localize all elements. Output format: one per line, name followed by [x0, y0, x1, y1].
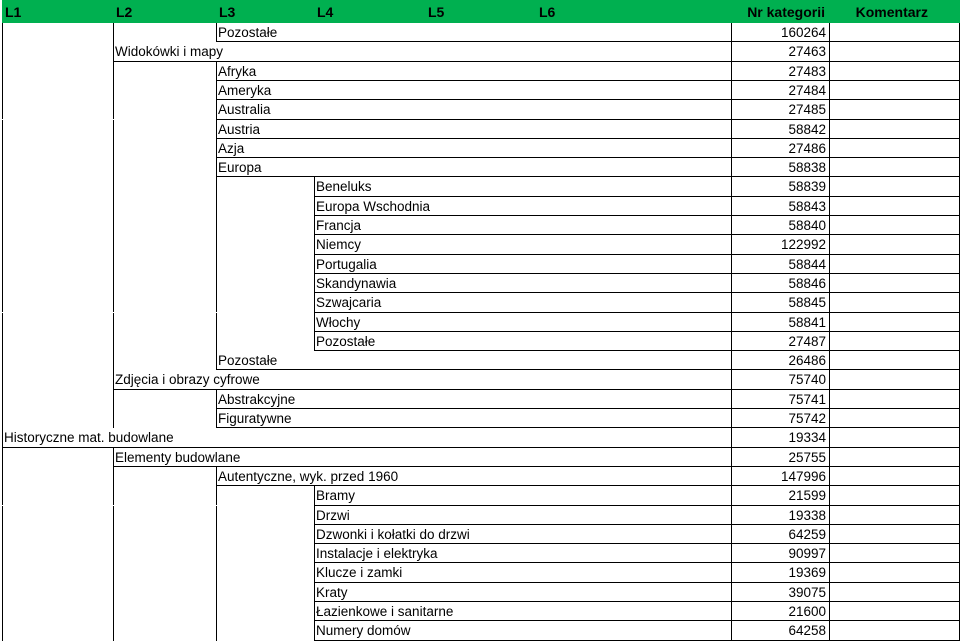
category-number: 75740: [788, 372, 826, 388]
column-border: [731, 313, 732, 332]
column-border: [113, 563, 114, 582]
column-border: [113, 23, 114, 42]
category-number: 21599: [788, 488, 826, 504]
column-border: [731, 351, 732, 370]
column-border: [2, 506, 3, 525]
column-border: [731, 332, 732, 351]
column-border: [314, 525, 315, 544]
column-border: [2, 544, 3, 563]
category-number: 27484: [788, 82, 826, 98]
column-border: [2, 621, 3, 640]
column-border: [113, 177, 114, 196]
column-border: [113, 409, 114, 428]
column-border: [2, 583, 3, 602]
column-border: [314, 583, 315, 602]
column-border: [731, 544, 732, 563]
column-border: [731, 428, 732, 447]
column-border: [113, 81, 114, 100]
column-border: [113, 467, 114, 486]
category-number: 58840: [788, 218, 826, 233]
column-border: [216, 158, 217, 177]
column-border: [113, 293, 114, 312]
column-border: [731, 583, 732, 602]
column-border: [829, 428, 830, 447]
column-border: [216, 313, 217, 332]
column-border: [731, 525, 732, 544]
category-number: 27463: [788, 44, 826, 60]
column-border: [731, 467, 732, 486]
column-border: [829, 158, 830, 177]
category-label: Historyczne mat. budowlane: [4, 430, 174, 446]
category-label: Ameryka: [218, 82, 272, 98]
column-border: [314, 255, 315, 274]
column-border: [314, 177, 315, 196]
column-border: [216, 621, 217, 640]
category-label: Łazienkowe i sanitarne: [316, 604, 454, 619]
column-border: [2, 81, 3, 100]
category-number: 58843: [788, 198, 826, 214]
column-border: [829, 139, 830, 158]
column-border: [2, 351, 3, 370]
category-number: 160264: [780, 25, 826, 40]
category-label: Numery domów: [316, 623, 411, 639]
category-number: 75741: [788, 391, 826, 407]
column-border: [731, 293, 732, 312]
column-border: [113, 351, 114, 370]
column-border: [829, 583, 830, 602]
header-row: [2, 0, 960, 23]
category-label: Figuratywne: [218, 411, 292, 426]
column-border: [829, 409, 830, 428]
column-border: [2, 177, 3, 196]
column-border: [829, 602, 830, 621]
category-number: 27487: [788, 333, 826, 349]
column-border: [829, 216, 830, 235]
column-border: [113, 62, 114, 81]
column-border: [216, 120, 217, 139]
column-border: [731, 370, 732, 389]
category-label: Instalacje i elektryka: [316, 546, 438, 562]
header-komentarz: Komentarz: [855, 4, 928, 20]
column-border: [829, 197, 830, 216]
category-label: Pozostałe: [316, 333, 376, 349]
category-label: Klucze i zamki: [316, 565, 403, 581]
column-border: [829, 351, 830, 370]
category-label: Dzwonki i kołatki do drzwi: [316, 526, 470, 542]
header-l4: L4: [317, 4, 334, 20]
column-border: [2, 100, 3, 119]
column-border: [113, 216, 114, 235]
column-border: [829, 23, 830, 42]
column-border: [216, 351, 217, 370]
category-number: 58844: [788, 256, 826, 272]
row-border: [216, 119, 960, 120]
column-border: [216, 486, 217, 505]
column-border: [829, 177, 830, 196]
column-border: [314, 563, 315, 582]
column-border: [113, 602, 114, 621]
column-border: [216, 23, 217, 42]
column-border: [829, 332, 830, 351]
row-border: [314, 620, 960, 621]
column-border: [2, 525, 3, 544]
category-number: 19334: [788, 430, 826, 446]
column-border: [731, 81, 732, 100]
column-border: [113, 197, 114, 216]
category-label: Europa: [218, 160, 262, 176]
category-number: 27486: [788, 140, 826, 156]
category-number: 27485: [788, 102, 826, 118]
column-border: [731, 486, 732, 505]
column-border: [2, 42, 3, 61]
category-label: Europa Wschodnia: [316, 198, 431, 214]
column-border: [113, 274, 114, 293]
category-label: Azja: [218, 140, 245, 156]
category-label: Kraty: [316, 584, 348, 600]
row-border: [216, 157, 960, 158]
column-border: [731, 100, 732, 119]
column-border: [216, 62, 217, 81]
category-label: Bramy: [316, 488, 356, 504]
category-label: Włochy: [316, 314, 361, 330]
column-border: [314, 274, 315, 293]
column-border: [216, 506, 217, 525]
column-border: [731, 274, 732, 293]
row-border: [314, 505, 960, 506]
column-border: [829, 120, 830, 139]
category-number: 58845: [788, 295, 826, 311]
column-border: [2, 197, 3, 216]
category-label: Portugalia: [316, 256, 377, 272]
category-label: Austria: [218, 121, 261, 137]
column-border: [2, 332, 3, 351]
category-number: 90997: [788, 546, 826, 562]
column-border: [113, 313, 114, 332]
column-border: [314, 621, 315, 640]
column-border: [2, 428, 3, 447]
column-border: [216, 81, 217, 100]
column-border: [829, 486, 830, 505]
category-number: 58839: [788, 179, 826, 195]
column-border: [829, 255, 830, 274]
category-number: 58846: [788, 275, 826, 291]
column-border: [829, 313, 830, 332]
column-border: [314, 506, 315, 525]
row-border: [314, 215, 960, 216]
column-border: [2, 390, 3, 409]
column-border: [314, 293, 315, 312]
row-border: [216, 99, 960, 100]
category-number: 27483: [788, 63, 826, 79]
column-border: [113, 544, 114, 563]
column-border: [829, 621, 830, 640]
row-border: [314, 292, 960, 293]
column-border: [2, 235, 3, 254]
column-border: [2, 23, 3, 42]
category-label: Niemcy: [316, 237, 362, 253]
column-border: [731, 602, 732, 621]
column-border: [314, 197, 315, 216]
column-border: [216, 525, 217, 544]
category-label: Beneluks: [316, 179, 372, 195]
column-border: [2, 120, 3, 139]
column-border: [731, 120, 732, 139]
header-l5: L5: [428, 4, 445, 20]
column-border: [216, 216, 217, 235]
column-border: [731, 621, 732, 640]
column-border: [829, 42, 830, 61]
header-nr-kategorii: Nr kategorii: [747, 4, 825, 20]
column-border: [829, 370, 830, 389]
category-number: 25755: [788, 449, 826, 465]
column-border: [113, 506, 114, 525]
column-border: [216, 177, 217, 196]
category-number: 75742: [788, 411, 826, 426]
category-label: Pozostałe: [218, 353, 278, 369]
column-border: [731, 506, 732, 525]
column-border: [731, 139, 732, 158]
column-border: [829, 62, 830, 81]
column-border: [113, 621, 114, 640]
category-label: Widokówki i mapy: [115, 44, 224, 60]
category-number: 19369: [788, 565, 826, 581]
column-border: [829, 235, 830, 254]
category-number: 122992: [780, 237, 826, 253]
column-border: [314, 486, 315, 505]
column-border: [216, 235, 217, 254]
column-border: [314, 332, 315, 351]
category-number: 21600: [788, 604, 826, 619]
column-border: [2, 313, 3, 332]
column-border: [2, 448, 3, 467]
column-border: [314, 544, 315, 563]
category-number: 64258: [788, 623, 826, 639]
column-border: [113, 583, 114, 602]
column-border: [113, 158, 114, 177]
header-l6: L6: [539, 4, 556, 20]
column-border: [829, 274, 830, 293]
column-border: [731, 23, 732, 42]
column-border: [216, 100, 217, 119]
column-border: [829, 81, 830, 100]
column-border: [829, 525, 830, 544]
row-border: [216, 369, 960, 370]
column-border: [314, 602, 315, 621]
category-number: 58842: [788, 121, 826, 137]
row-border: [216, 427, 960, 428]
category-label: Drzwi: [316, 507, 350, 523]
column-border: [216, 409, 217, 428]
column-border: [113, 448, 114, 467]
row-border: [216, 138, 960, 139]
row-border: [314, 234, 960, 235]
column-border: [731, 563, 732, 582]
column-border: [216, 293, 217, 312]
category-number: 58838: [788, 160, 826, 176]
row-border: [314, 582, 960, 583]
column-border: [731, 235, 732, 254]
column-border: [2, 409, 3, 428]
header-l2: L2: [116, 4, 133, 20]
column-border: [731, 216, 732, 235]
column-border: [216, 255, 217, 274]
row-border: [314, 273, 960, 274]
column-border: [2, 486, 3, 505]
column-border: [829, 544, 830, 563]
category-label: Francja: [316, 218, 362, 233]
category-label: Autentyczne, wyk. przed 1960: [218, 468, 399, 484]
category-number: 64259: [788, 526, 826, 542]
category-number: 19338: [788, 507, 826, 523]
header-l3: L3: [219, 4, 236, 20]
column-border: [113, 370, 114, 389]
column-border: [2, 139, 3, 158]
category-number: 39075: [788, 584, 826, 600]
category-label: Pozostałe: [218, 25, 278, 40]
column-border: [731, 177, 732, 196]
column-border: [731, 390, 732, 409]
column-border: [216, 467, 217, 486]
column-border: [829, 563, 830, 582]
category-number: 58841: [788, 314, 826, 330]
column-border: [216, 544, 217, 563]
row-border: [314, 331, 960, 332]
column-border: [2, 216, 3, 235]
column-border: [216, 332, 217, 351]
column-border: [113, 255, 114, 274]
row-border: [314, 312, 960, 313]
column-border: [113, 42, 114, 61]
column-border: [113, 390, 114, 409]
column-border: [2, 602, 3, 621]
column-border: [731, 158, 732, 177]
column-border: [2, 467, 3, 486]
column-border: [314, 235, 315, 254]
category-label: Elementy budowlane: [115, 449, 241, 465]
row-border: [216, 80, 960, 81]
column-border: [113, 525, 114, 544]
column-border: [113, 120, 114, 139]
column-border: [113, 139, 114, 158]
row-border: [314, 254, 960, 255]
column-border: [2, 563, 3, 582]
column-border: [731, 448, 732, 467]
row-border: [216, 41, 960, 42]
row-border: [314, 350, 960, 351]
column-border: [2, 274, 3, 293]
column-border: [216, 583, 217, 602]
column-border: [216, 563, 217, 582]
category-label: Australia: [218, 102, 271, 118]
column-border: [829, 448, 830, 467]
column-border: [731, 255, 732, 274]
column-border: [2, 293, 3, 312]
category-label: Skandynawia: [316, 275, 397, 291]
column-border: [829, 467, 830, 486]
category-label: Afryka: [218, 63, 257, 79]
column-border: [731, 62, 732, 81]
column-border: [216, 602, 217, 621]
column-border: [216, 139, 217, 158]
column-border: [113, 100, 114, 119]
column-border: [113, 235, 114, 254]
category-label: Abstrakcyjne: [218, 391, 296, 407]
column-border: [314, 313, 315, 332]
column-border: [216, 197, 217, 216]
row-border: [314, 562, 960, 563]
row-border: [216, 408, 960, 409]
column-border: [113, 332, 114, 351]
column-border: [2, 158, 3, 177]
column-border: [216, 274, 217, 293]
column-border: [731, 409, 732, 428]
column-border: [829, 390, 830, 409]
category-label: Zdjęcia i obrazy cyfrowe: [115, 372, 260, 388]
column-border: [731, 42, 732, 61]
column-border: [829, 506, 830, 525]
column-border: [829, 100, 830, 119]
column-border: [113, 486, 114, 505]
category-number: 26486: [788, 353, 826, 369]
column-border: [314, 216, 315, 235]
column-border: [829, 293, 830, 312]
category-number: 147996: [780, 468, 826, 484]
category-label: Szwajcaria: [316, 295, 382, 311]
header-l1: L1: [5, 4, 22, 20]
column-border: [2, 62, 3, 81]
column-border: [2, 370, 3, 389]
column-border: [731, 197, 732, 216]
column-border: [2, 255, 3, 274]
column-border: [216, 390, 217, 409]
